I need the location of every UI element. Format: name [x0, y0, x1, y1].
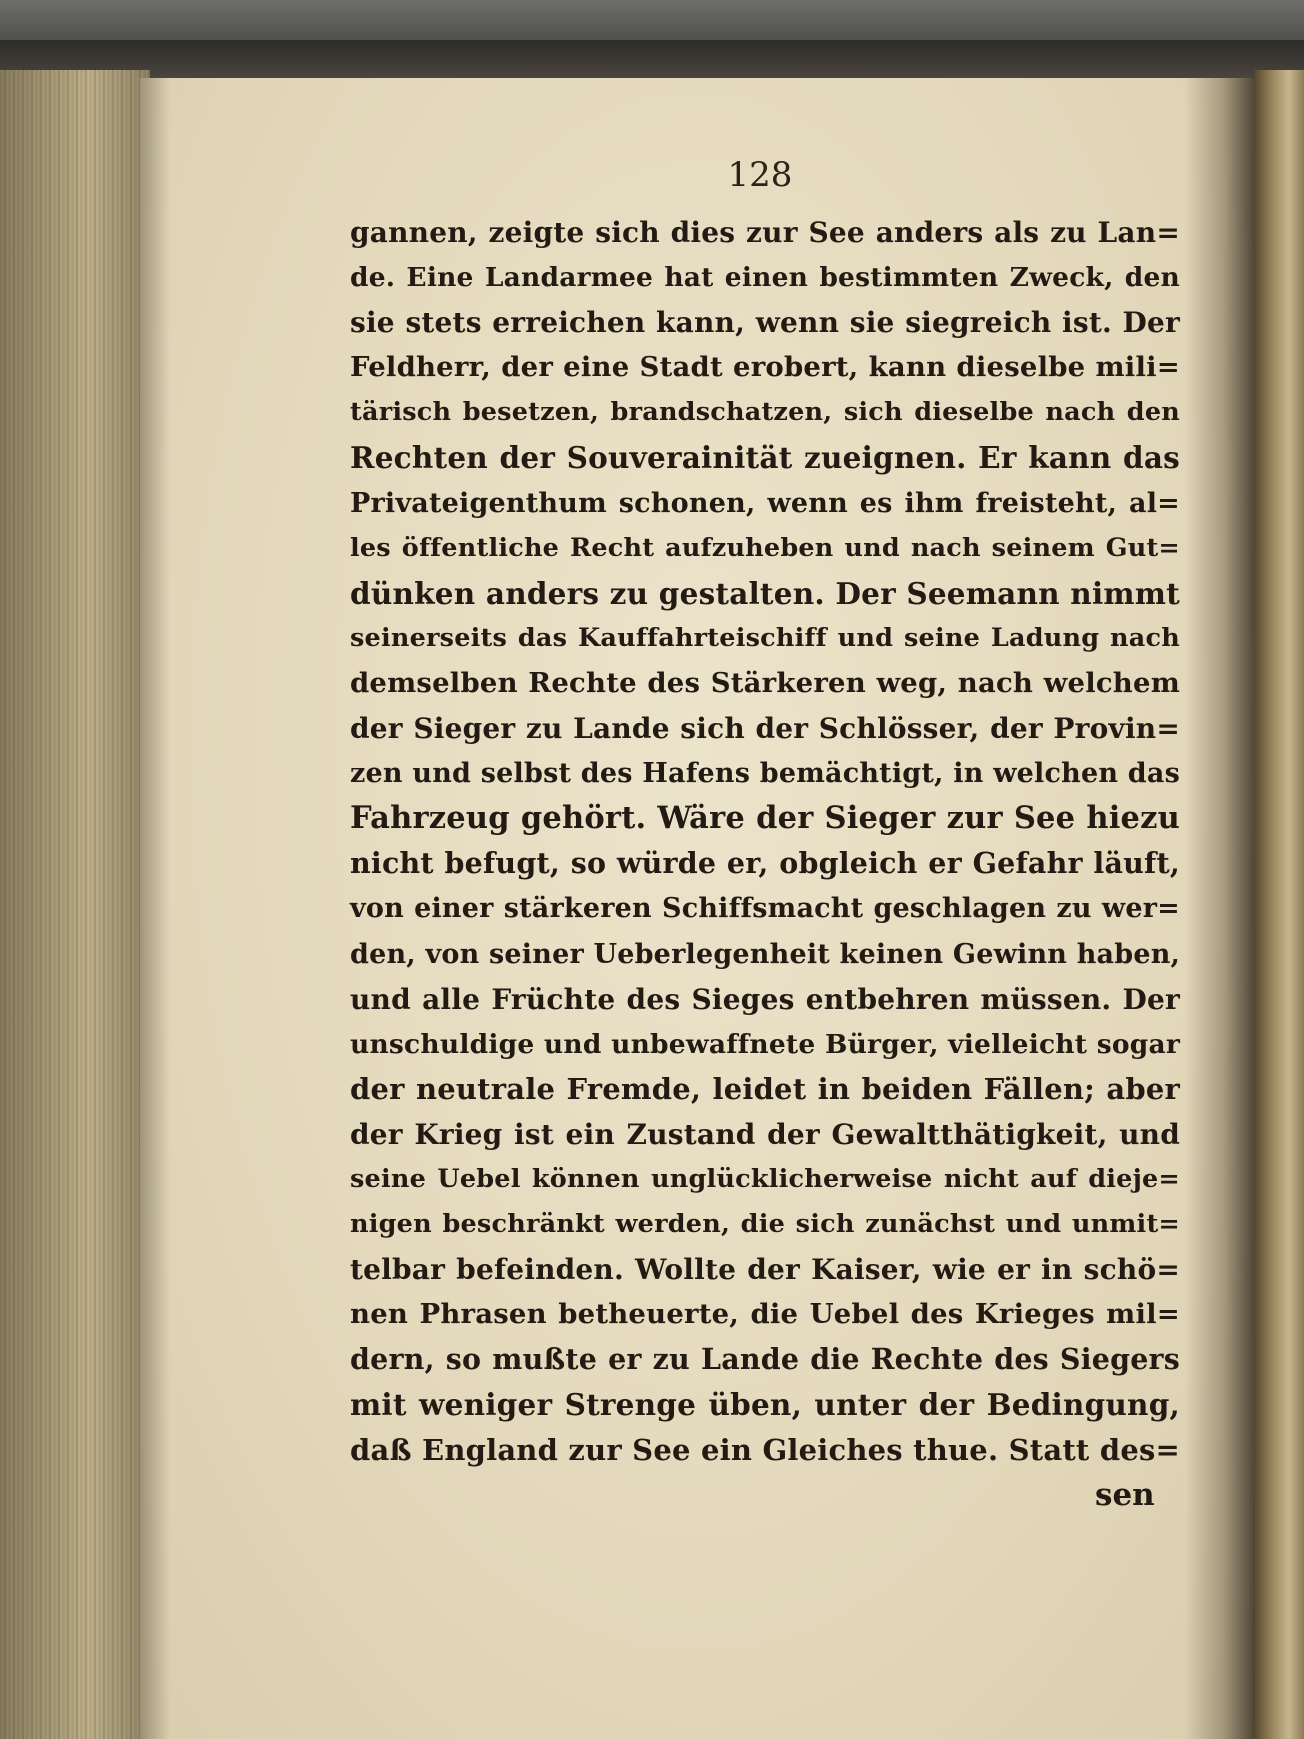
binding-gutter	[1185, 78, 1255, 1739]
text-line: de. Eine Landarmee hat einen bestimmten Zweck, den	[350, 262, 1180, 294]
text-line: tärisch besetzen, brandschatzen, sich dieselbe nach den	[350, 397, 1180, 428]
text-line: demselben Rechte des Stärkeren weg, nach welchem	[350, 666, 1180, 699]
text-line: Fahrzeug gehört. Wäre der Sieger zur See hiezu	[350, 800, 1180, 837]
text-line: zen und selbst des Hafens bemächtigt, in welchen das	[350, 758, 1180, 790]
catchword: sen	[1095, 1477, 1155, 1513]
page-number: 128	[727, 155, 793, 195]
text-line: von einer stärkeren Schiffsmacht geschlagen zu wer=	[350, 893, 1180, 925]
text-line: gannen, zeigte sich dies zur See anders als zu Lan=	[350, 216, 1180, 249]
text-line: der Krieg ist ein Zustand der Gewaltthätigkeit, und	[350, 1117, 1180, 1151]
text-line: unschuldige und unbewaffnete Bürger, vielleicht sogar	[350, 1028, 1180, 1060]
text-line: dünken anders zu gestalten. Der Seemann nimmt	[350, 575, 1180, 611]
text-line: der Sieger zu Lande sich der Schlösser, der Provin=	[350, 712, 1180, 746]
text-line: nen Phrasen betheuerte, die Uebel des Krieges mil=	[350, 1298, 1180, 1331]
text-line: seine Uebel können unglücklicherweise nicht auf dieje=	[350, 1163, 1180, 1194]
text-line: Rechten der Souverainität zueignen. Er kann das	[350, 440, 1180, 476]
cover-shadow	[0, 40, 1304, 80]
text-line: dern, so mußte er zu Lande die Rechte des Siegers	[350, 1342, 1180, 1377]
text-line: Feldherr, der eine Stadt erobert, kann dieselbe mili=	[350, 351, 1180, 384]
text-line: telbar befeinden. Wollte der Kaiser, wie er in schö=	[350, 1253, 1180, 1287]
left-page-shadow	[140, 78, 170, 1739]
page-stack-shade	[0, 70, 150, 1739]
text-line: nigen beschränkt werden, die sich zunächst und unmit=	[350, 1209, 1180, 1240]
facing-page-edge	[1255, 70, 1304, 1739]
text-line: und alle Früchte des Sieges entbehren müssen. Der	[350, 982, 1180, 1016]
text-line: nicht befugt, so würde er, obgleich er Gefahr läuft,	[350, 846, 1180, 881]
text-line: les öffentliche Recht aufzuheben und nach seinem Gut=	[350, 532, 1180, 563]
body-text	[350, 210, 1180, 1473]
text-line: Privateigenthum schonen, wenn es ihm freisteht, al=	[350, 487, 1180, 519]
text-line: daß England zur See ein Gleiches thue. Statt des=	[350, 1432, 1180, 1467]
text-line: den, von seiner Ueberlegenheit keinen Gewinn haben,	[350, 938, 1181, 970]
text-line: der neutrale Fremde, leidet in beiden Fällen; aber	[350, 1071, 1180, 1106]
text-line: mit weniger Strenge üben, unter der Bedingung,	[350, 1387, 1180, 1423]
text-line: seinerseits das Kauffahrteischiff und seine Ladung nach	[350, 622, 1180, 653]
text-line: sie stets erreichen kann, wenn sie siegreich ist. Der	[350, 306, 1180, 340]
